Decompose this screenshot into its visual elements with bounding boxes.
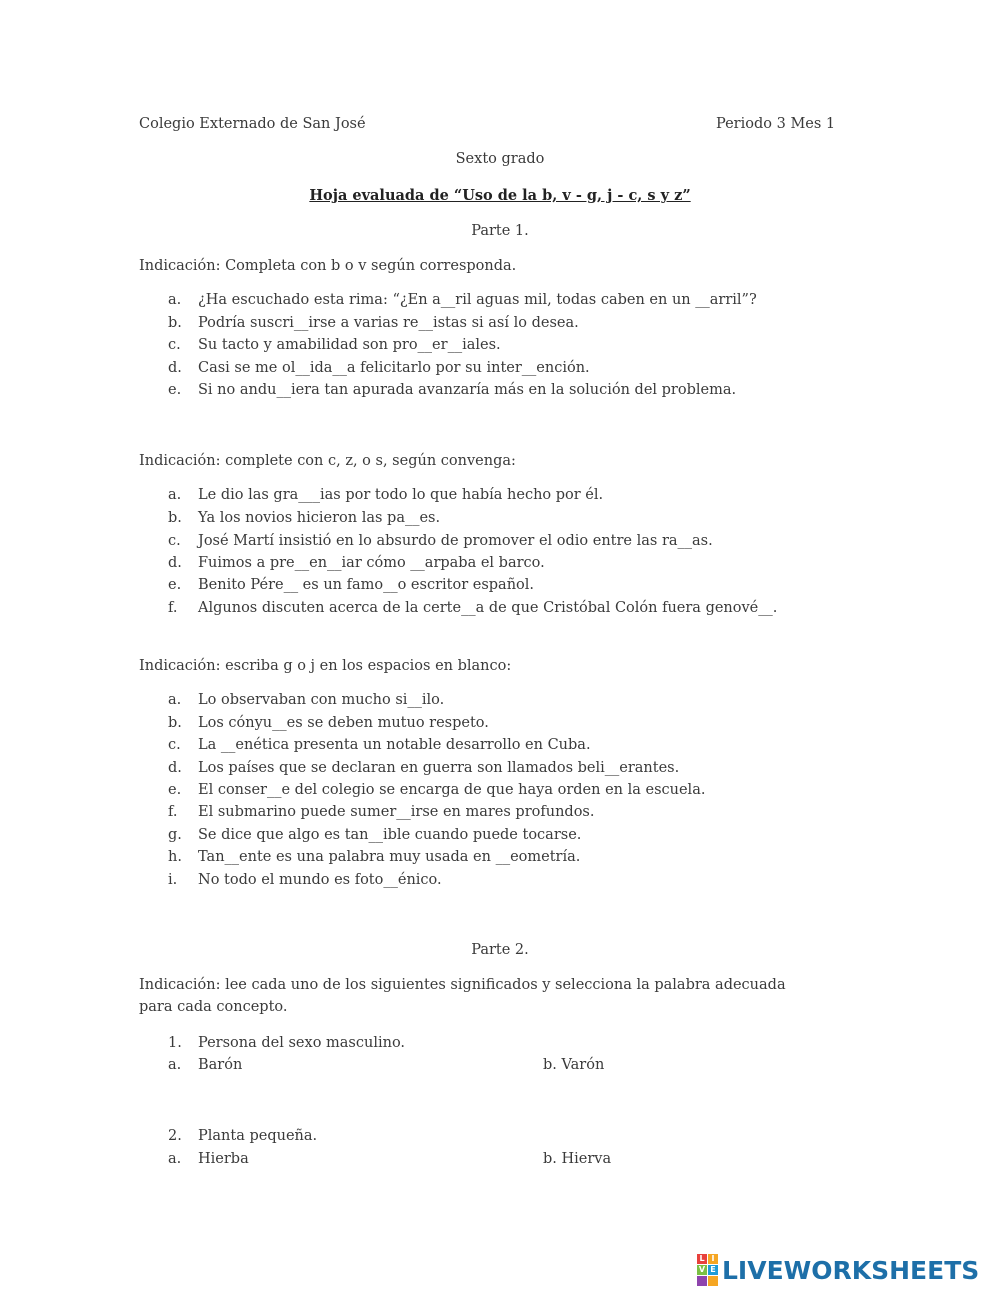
- part1-heading: Parte 1.: [471, 223, 529, 239]
- question-number: 1.: [168, 1035, 182, 1051]
- section1-instruction: Indicación: Completa con b o v según corresponda.: [139, 258, 517, 274]
- item-marker: b.: [168, 315, 182, 331]
- item-text: Ya los novios hicieron las pa__es.: [198, 510, 441, 526]
- item-text: Lo observaban con mucho si__ilo.: [198, 692, 445, 708]
- logo-block: I: [708, 1254, 718, 1264]
- list-item: [168, 510, 440, 526]
- part2-instruction: Indicación: lee cada uno de los siguientes significados y selecciona la palabra adecuada: [139, 977, 786, 993]
- section3-instruction: Indicación: escriba g o j en los espacios en blanco:: [139, 658, 512, 674]
- question-text: Persona del sexo masculino.: [198, 1035, 406, 1051]
- period-label: Periodo 3 Mes 1: [716, 116, 836, 132]
- item-text: Tan__ente es una palabra muy usada en __eometría.: [198, 849, 581, 865]
- option-a[interactable]: [168, 1151, 249, 1167]
- item-marker: f.: [168, 804, 178, 820]
- option-b[interactable]: b. Hierva: [543, 1151, 612, 1167]
- list-item: [168, 849, 580, 865]
- item-text: Los cónyu__es se deben mutuo respeto.: [198, 715, 489, 731]
- logo-block: E: [708, 1265, 718, 1275]
- item-marker: b.: [168, 715, 182, 731]
- item-text: Algunos discuten acerca de la certe__a de que Cristóbal Colón fuera genové__.: [198, 600, 778, 616]
- item-text: ¿Ha escuchado esta rima: “¿En a__ril aguas mil, todas caben en un __arril”?: [198, 292, 757, 308]
- item-text: Benito Pére__ es un famo__o escritor español.: [198, 577, 535, 593]
- list-item: [168, 577, 534, 593]
- list-item: [168, 760, 679, 776]
- grade-label: Sexto grado: [455, 151, 545, 167]
- logo-text: LIVEWORKSHEETS: [722, 1255, 980, 1285]
- item-marker: a.: [168, 292, 182, 308]
- item-text: Fuimos a pre__en__iar cómo __arpaba el barco.: [198, 555, 545, 571]
- option-b[interactable]: b. Varón: [543, 1057, 605, 1073]
- item-text: Si no andu__iera tan apurada avanzaría más en la solución del problema.: [198, 382, 737, 398]
- list-item: [168, 315, 579, 331]
- item-marker: e.: [168, 382, 182, 398]
- item-marker: e.: [168, 577, 182, 593]
- item-text: Podría suscri__irse a varias re__istas si así lo desea.: [198, 315, 579, 331]
- option-marker: a.: [168, 1057, 182, 1073]
- list-item: [168, 292, 757, 308]
- item-text: El submarino puede sumer__irse en mares profundos.: [198, 804, 595, 820]
- logo-block: [708, 1276, 718, 1286]
- logo-block: [697, 1276, 707, 1286]
- question: [168, 1128, 317, 1144]
- list-item: [168, 487, 603, 503]
- item-marker: c.: [168, 533, 181, 549]
- list-item: [168, 827, 581, 843]
- item-marker: d.: [168, 555, 182, 571]
- item-text: No todo el mundo es foto__énico.: [198, 872, 442, 888]
- item-text: Su tacto y amabilidad son pro__er__iales.: [198, 337, 501, 353]
- item-marker: b.: [168, 510, 182, 526]
- question: [168, 1035, 405, 1051]
- item-marker: c.: [168, 337, 181, 353]
- item-text: La __enética presenta un notable desarrollo en Cuba.: [198, 737, 591, 753]
- list-item: [168, 737, 591, 753]
- list-item: [168, 692, 444, 708]
- worksheet-title: Hoja evaluada de “Uso de la b, v - g, j - c, s y z”: [309, 187, 691, 204]
- option-a[interactable]: [168, 1057, 242, 1073]
- item-marker: i.: [168, 872, 178, 888]
- item-text: El conser__e del colegio se encarga de que haya orden en la escuela.: [198, 782, 706, 798]
- list-item: [168, 337, 501, 353]
- item-text: Los países que se declaran en guerra son llamados beli__erantes.: [198, 760, 680, 776]
- item-marker: c.: [168, 737, 181, 753]
- list-item: [168, 360, 590, 376]
- item-marker: d.: [168, 360, 182, 376]
- list-item: [168, 715, 489, 731]
- item-text: Le dio las gra___ias por todo lo que había hecho por él.: [198, 487, 604, 503]
- list-item: [168, 804, 594, 820]
- item-marker: h.: [168, 849, 182, 865]
- item-marker: a.: [168, 692, 182, 708]
- liveworksheets-logo: [697, 1254, 979, 1286]
- item-text: José Martí insistió en lo absurdo de promover el odio entre las ra__as.: [198, 533, 713, 549]
- logo-blocks-icon: [697, 1254, 718, 1286]
- option-marker: a.: [168, 1151, 182, 1167]
- school-name: Colegio Externado de San José: [139, 116, 366, 132]
- item-text: Se dice que algo es tan__ible cuando puede tocarse.: [198, 827, 582, 843]
- question-number: 2.: [168, 1128, 182, 1144]
- list-item: [168, 555, 545, 571]
- part2-instruction-cont: para cada concepto.: [139, 999, 288, 1015]
- list-item: [168, 872, 442, 888]
- logo-block: L: [697, 1254, 707, 1264]
- logo-block: V: [698, 1265, 706, 1274]
- list-item: [168, 533, 713, 549]
- list-item: [168, 782, 705, 798]
- item-marker: g.: [168, 827, 182, 843]
- item-marker: e.: [168, 782, 182, 798]
- item-marker: a.: [168, 487, 182, 503]
- section2-instruction: Indicación: complete con c, z, o s, según convenga:: [139, 453, 516, 469]
- item-marker: d.: [168, 760, 182, 776]
- option-text: Barón: [198, 1057, 243, 1073]
- item-marker: f.: [168, 600, 178, 616]
- option-text: Hierba: [198, 1151, 249, 1167]
- list-item: [168, 382, 736, 398]
- item-text: Casi se me ol__ida__a felicitarlo por su inter__ención.: [198, 360, 590, 376]
- part2-heading: Parte 2.: [471, 942, 529, 958]
- list-item: [168, 600, 777, 616]
- question-text: Planta pequeña.: [198, 1128, 318, 1144]
